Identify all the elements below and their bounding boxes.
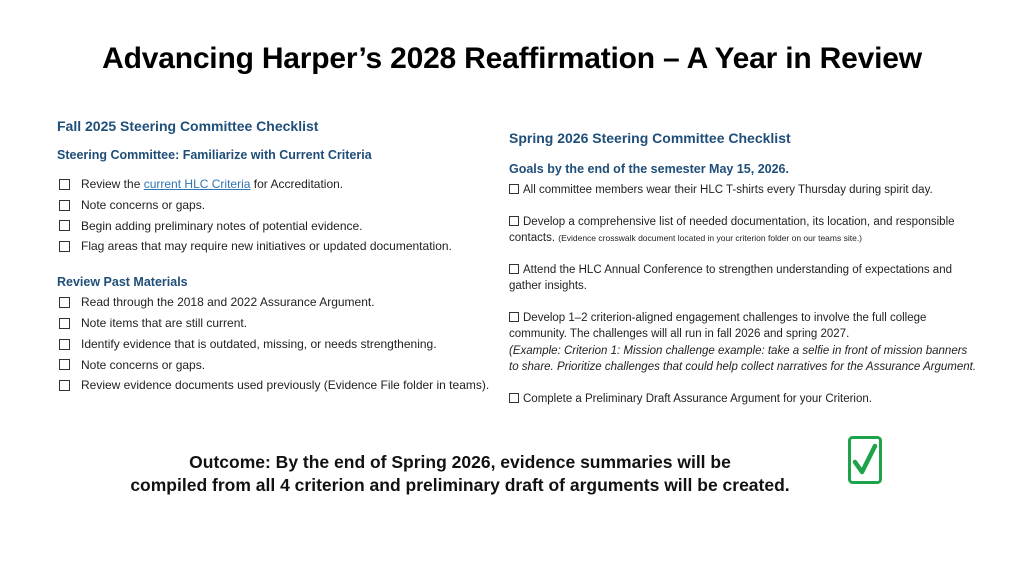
spring-checklist (509, 130, 979, 422)
slide-title: Advancing Harper’s 2028 Reaffirmation – A Year in Review (102, 42, 922, 75)
item-text: Note concerns or gaps. (81, 357, 206, 372)
checkbox-icon[interactable] (59, 241, 70, 252)
review-list (57, 292, 497, 396)
checkbox-icon[interactable] (59, 380, 70, 391)
spring-heading: Spring 2026 Steering Committee Checklist (509, 130, 791, 146)
checkbox-icon[interactable] (509, 393, 519, 403)
checkbox-icon[interactable] (59, 318, 70, 329)
checkbox-icon[interactable] (509, 216, 519, 226)
checkbox-icon[interactable] (509, 312, 519, 322)
item-text: Note items that are still current. (81, 315, 248, 330)
checkbox-icon[interactable] (59, 179, 70, 190)
checkbox-icon[interactable] (59, 297, 70, 308)
list-item (57, 334, 497, 355)
list-item (57, 195, 497, 216)
checkbox-icon[interactable] (59, 200, 70, 211)
item-text: Begin adding preliminary notes of potential evidence. (81, 218, 363, 233)
fall-checklist (57, 118, 497, 396)
goal-item: Develop 1–2 criterion-aligned engagement challenges to involve the full college community. The challenges will all run in fall 2026 and spring 2027. (Example: Criterion 1: Mission challenge example: take a selfie in front of mission banners to share. Prioritize challenges that could help collect narratives for the Assurance Argument. (509, 310, 979, 376)
outcome-statement (90, 451, 830, 497)
list-item (57, 216, 497, 237)
checkbox-icon[interactable] (509, 184, 519, 194)
familiarize-list (57, 174, 497, 257)
fall-heading: Fall 2025 Steering Committee Checklist (57, 118, 319, 134)
list-item (57, 313, 497, 334)
checkbox-icon[interactable] (509, 264, 519, 274)
goal-item: All committee members wear their HLC T-shirts every Thursday during spirit day. (509, 182, 979, 199)
goal-item: Attend the HLC Annual Conference to strengthen understanding of expectations and gather insights. (509, 263, 952, 292)
list-item (57, 292, 497, 313)
item-text: Note concerns or gaps. (81, 197, 206, 212)
goal-item: Complete a Preliminary Draft Assurance Argument for your Criterion. (509, 391, 979, 408)
checkbox-icon[interactable] (59, 359, 70, 370)
item-text: Review evidence documents used previously (Evidence File folder in teams). (81, 378, 490, 393)
outcome-line: Outcome: By the end of Spring 2026, evidence summaries will be (189, 452, 731, 472)
outcome-line: compiled from all 4 criterion and preliminary draft of arguments will be created. (130, 475, 790, 495)
goal-note: (Evidence crosswalk document located in your criterion folder on our teams site.) (558, 233, 863, 243)
checkbox-icon[interactable] (59, 339, 70, 350)
list-item (57, 174, 497, 195)
item-text: Review the current HLC Criteria for Accreditation. (81, 177, 344, 191)
section-familiarize-heading: Steering Committee: Familiarize with Current Criteria (57, 148, 372, 162)
list-item (57, 236, 497, 257)
list-item (57, 355, 497, 376)
goal-example: (Example: Criterion 1: Mission challenge example: take a selfie in front of mission banners to share. Prioritize challenges that could help collect narratives for the Assurance Argument. (509, 344, 977, 373)
item-text: Read through the 2018 and 2022 Assurance Argument. (81, 295, 375, 310)
hlc-criteria-link[interactable]: current HLC Criteria (143, 177, 251, 191)
section-review-heading: Review Past Materials (57, 275, 188, 290)
goals-heading: Goals by the end of the semester May 15, 2026. (509, 162, 789, 176)
check-box-icon (847, 435, 883, 485)
goal-item: Develop a comprehensive list of needed documentation, its location, and responsible contacts. (Evidence crosswalk document located in your criterion folder on our teams site.) (509, 215, 955, 244)
checkbox-icon[interactable] (59, 220, 70, 231)
list-item (57, 375, 497, 396)
item-text: Identify evidence that is outdated, missing, or needs strengthening. (81, 336, 437, 351)
item-text: Flag areas that may require new initiatives or updated documentation. (81, 239, 452, 254)
